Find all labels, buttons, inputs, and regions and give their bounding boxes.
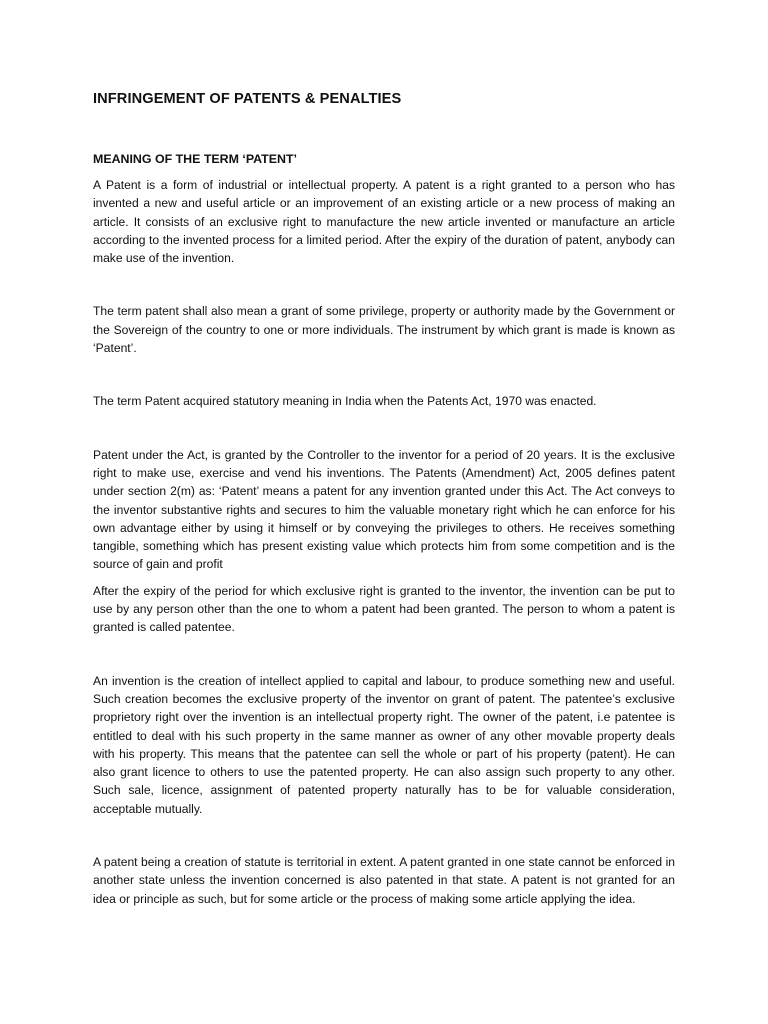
document-body [93, 88, 675, 908]
section-heading: MEANING OF THE TERM ‘PATENT’ [93, 152, 297, 166]
paragraph-invention-creation: An invention is the creation of intellect applied to capital and labour, to produce something new and useful. Such creation becomes the exclusive property of the inventor on grant of patent. The patentee’s exclusive proprietory right over the invention is an intellectual property right. The owner of the patent, i.e patentee is entitled to deal with his such property in the same manner as owner of any other movable property deals with his property. This means that the patentee can sell the whole or part of his property (patent). He can also grant licence to others to use the patented property. He can also assign such property to any other. Such sale, licence, assignment of patented property naturally has to be for valuable consideration, acceptable mutually. [93, 673, 675, 816]
paragraph-grant-of-privilege: The term patent shall also mean a grant of some privilege, property or authority made by the Government or the Sovereign of the country to one or more individuals. The instrument by which grant is made is known as ‘Patent’. [93, 304, 675, 356]
paragraph-patent-under-act: Patent under the Act, is granted by the Controller to the inventor for a period of 20 years. It is the exclusive right to make use, exercise and vend his inventions. The Patents (Amendment) Act, 2005 defines patent under section 2(m) as: ‘Patent’ means a patent for any invention granted under this Act. The Act conveys to the inventor substantive rights and secures to him the valuable monetary right which he can enforce for his own advantage either by using it himself or by conveying the privileges to others. He receives something tangible, something which has present existing value which protects him from some competition and is the source of gain and profit [93, 447, 675, 572]
document-title: INFRINGEMENT OF PATENTS & PENALTIES [93, 91, 402, 107]
paragraph-territorial-extent: A patent being a creation of statute is territorial in extent. A patent granted in one state cannot be enforced in another state unless the invention concerned is also patented in that state. A patent is not granted for an idea or principle as such, but for some article or the process of making some article applying the idea. [93, 855, 675, 906]
paragraph-statutory-meaning: The term Patent acquired statutory meaning in India when the Patents Act, 1970 was enacted. [93, 394, 597, 409]
paragraph-patent-definition: A Patent is a form of industrial or intellectual property. A patent is a right granted to a person who has invented a new and useful article or an improvement of an existing article or a new process of making an article. It consists of an exclusive right to manufacture the new article invented or manufacture an article according to the invented process for a limited period. After the expiry of the duration of patent, anybody can make use of the invention. [93, 178, 675, 266]
paragraph-after-expiry: After the expiry of the period for which exclusive right is granted to the inventor, the invention can be put to use by any person other than the one to whom a patent had been granted. The person to whom a patent is granted is called patentee. [93, 583, 675, 635]
